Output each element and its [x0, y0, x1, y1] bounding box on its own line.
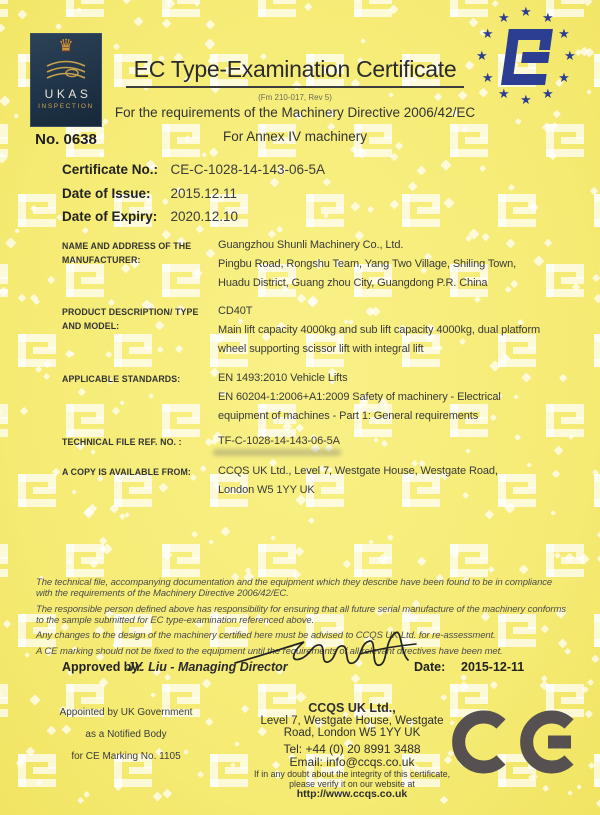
- certificate-no-label: Certificate No.:: [62, 162, 159, 177]
- certificate-details: [62, 161, 325, 232]
- watermark-dot: [440, 694, 448, 702]
- issuer-telephone: Tel: +44 (0) 20 8991 3488: [283, 742, 421, 756]
- watermark-dot: [479, 165, 486, 172]
- section-value: Pingbu Road, Rongshu Team, Yang Two Village, Shiling Town,: [218, 258, 517, 270]
- watermark-dot: [208, 147, 219, 158]
- section-value: Main lift capacity 4000kg and sub lift capacity 4000kg, dual platform: [218, 324, 541, 336]
- watermark-dot: [587, 89, 593, 95]
- date-of-expiry-label: Date of Expiry:: [62, 209, 158, 224]
- watermark-dot: [360, 38, 366, 44]
- watermark-dot: [576, 784, 582, 790]
- watermark-logo-glyph: [402, 194, 440, 227]
- watermark-dot: [29, 695, 40, 706]
- eu-star-icon: ★: [558, 26, 570, 41]
- legal-paragraph: The responsible person defined above has responsibility for ensuring that all future serial manufacture of the machinery conforms to the sample submitted for EC type-examination referenced above.: [36, 603, 566, 626]
- approval-row: [62, 660, 570, 682]
- watermark-dot: [119, 513, 126, 520]
- watermark-dot: [519, 564, 529, 574]
- watermark-logo-glyph: [162, 544, 200, 577]
- section-value: EN 1493:2010 Vehicle Lifts: [218, 372, 348, 384]
- watermark-dot: [550, 511, 556, 517]
- watermark-dot: [3, 620, 12, 629]
- legal-paragraph: The technical file, accompanying documentation and the equipment which they describe have been found to be in compliance with the requirements of the Machinery Directive 2006/42/EC.: [36, 577, 553, 599]
- watermark-dot: [304, 3, 313, 12]
- watermark-dot: [553, 110, 561, 118]
- watermark-dot: [133, 16, 143, 26]
- section-label: A COPY IS AVAILABLE FROM:: [62, 467, 191, 477]
- watermark-dot: [24, 652, 30, 658]
- watermark-logo-glyph: [0, 404, 8, 437]
- notified-body-note: [20, 707, 232, 773]
- watermark-dot: [596, 798, 600, 809]
- issuer-website-url: http://www.ccqs.co.uk: [296, 788, 408, 800]
- watermark-dot: [271, 536, 277, 542]
- watermark-dot: [590, 655, 599, 664]
- watermark-dot: [416, 166, 426, 176]
- watermark-logo-glyph: [594, 614, 600, 647]
- watermark-logo-glyph: [0, 0, 8, 17]
- watermark-dot: [5, 237, 16, 248]
- watermark-dot: [83, 791, 90, 798]
- watermark-logo-glyph: [594, 194, 600, 227]
- watermark-dot: [14, 228, 20, 234]
- legal-paragraph: Any changes to the design of the machinery certified here must be advised to CCQS UK Ltd. for re-assessment.: [36, 630, 496, 641]
- watermark-logo-glyph: [66, 0, 104, 17]
- watermark-dot: [220, 527, 230, 537]
- watermark-dot: [152, 791, 162, 801]
- watermark-dot: [13, 113, 19, 119]
- section-label: MANUFACTURER:: [62, 254, 141, 265]
- watermark-dot: [443, 197, 454, 208]
- ce-marking-icon: [450, 710, 590, 776]
- date-of-expiry-value: 2020.12.10: [170, 209, 239, 224]
- watermark-dot: [20, 407, 29, 416]
- section-value: TF-C-1028-14-143-06-5A: [218, 435, 340, 447]
- approved-by-label: Approved by:: [62, 660, 143, 674]
- annex-subtitle: For Annex IV machinery: [222, 129, 368, 144]
- section-value: equipment of machines - Part 1: General requirements: [218, 410, 479, 422]
- watermark-dot: [0, 23, 5, 32]
- watermark-dot: [150, 692, 156, 698]
- issuer-address-line: Road, London W5 1YY UK: [283, 727, 421, 739]
- section-label: TECHNICAL FILE REF. NO. :: [62, 437, 182, 447]
- section-value: Guangzhou Shunli Machinery Co., Ltd.: [218, 239, 404, 251]
- section-label: AND MODEL:: [62, 320, 120, 331]
- section-label: PRODUCT DESCRIPTION/ TYPE: [62, 307, 199, 317]
- watermark-dot: [55, 23, 62, 30]
- issuer-email: Email: info@ccqs.co.uk: [289, 755, 415, 769]
- watermark-dot: [163, 789, 172, 798]
- watermark-dot: [591, 274, 600, 283]
- form-reference: (Fm 210-017, Rev 5): [258, 93, 332, 102]
- watermark-logo-glyph: [258, 0, 296, 17]
- watermark-dot: [113, 43, 120, 50]
- verification-note-line: please verify it on our website at: [289, 779, 415, 789]
- watermark-dot: [387, 534, 394, 541]
- eu-star-icon: ★: [520, 4, 532, 19]
- watermark-dot: [351, 201, 360, 210]
- notified-body-number: No. 0638: [35, 131, 97, 148]
- legal-paragraph: A CE marking should not be fixed to the equipment until the requirements of all relevant directives have been met.: [36, 645, 503, 657]
- watermark-dot: [208, 540, 214, 546]
- approval-date-value: 2015-12-11: [461, 660, 525, 674]
- watermark-dot: [508, 184, 515, 191]
- watermark-dot: [204, 38, 215, 49]
- detail-row: [62, 208, 325, 232]
- section-label: APPLICABLE STANDARDS:: [62, 374, 181, 384]
- eu-star-icon: ★: [481, 70, 494, 85]
- watermark-logo-glyph: [354, 0, 392, 17]
- watermark-logo-glyph: [594, 754, 600, 787]
- eu-star-icon: ★: [558, 70, 570, 85]
- watermark-dot: [308, 517, 315, 524]
- watermark-logo-glyph: [18, 194, 56, 227]
- watermark-dot: [18, 9, 28, 19]
- issuer-address-line: Level 7, Westgate House, Westgate: [260, 715, 444, 727]
- watermark-dot: [122, 0, 132, 5]
- eu-star-icon: ★: [564, 48, 576, 63]
- notified-body-line: for CE Marking No. 1105: [71, 751, 181, 762]
- watermark-dot: [542, 785, 550, 793]
- watermark-dot: [0, 95, 10, 106]
- watermark-dot: [343, 560, 351, 568]
- eu-star-icon: ★: [542, 9, 554, 25]
- watermark-dot: [366, 206, 373, 213]
- watermark-dot: [390, 153, 399, 162]
- directive-subtitle: For the requirements of the Machinery Directive 2006/42/EC: [114, 105, 476, 120]
- watermark-logo-glyph: [0, 544, 8, 577]
- watermark-dot: [43, 373, 51, 381]
- crown-icon: ♛: [58, 36, 74, 55]
- watermark-logo-glyph: [594, 474, 600, 507]
- watermark-logo-glyph: [594, 334, 600, 367]
- watermark-dot: [389, 199, 398, 208]
- ukas-wordmark: UKAS: [44, 87, 92, 101]
- watermark-dot: [47, 275, 56, 284]
- watermark-dot: [597, 531, 600, 540]
- watermark-dot: [295, 691, 306, 702]
- watermark-logo-glyph: [0, 684, 8, 717]
- watermark-dot: [191, 531, 198, 538]
- section-copy-available: [62, 462, 570, 500]
- eu-star-icon: ★: [520, 92, 532, 107]
- watermark-logo-glyph: [546, 544, 584, 577]
- issuer-company-name: CCQS UK Ltd.,: [308, 701, 396, 715]
- section-product: [62, 302, 570, 359]
- section-value: Huadu District, Guang zhou City, Guangdong P.R. China: [218, 277, 488, 289]
- detail-row: [62, 161, 325, 185]
- section-value: London W5 1YY UK: [218, 484, 315, 496]
- watermark-dot: [417, 556, 427, 566]
- watermark-dot: [594, 293, 600, 302]
- ukas-inspection-label: INSPECTION: [38, 103, 94, 110]
- eu-star-icon: ★: [498, 9, 510, 25]
- watermark-logo-glyph: [594, 54, 600, 87]
- watermark-dot: [568, 790, 574, 796]
- watermark-dot: [201, 152, 207, 158]
- issuer-contact-block: [232, 702, 472, 800]
- watermark-logo-glyph: [18, 474, 56, 507]
- watermark-dot: [162, 18, 172, 28]
- notified-body-line: as a Notified Body: [85, 729, 167, 740]
- watermark-logo-glyph: [258, 544, 296, 577]
- section-value: EN 60204-1:2006+A1:2009 Safety of machinery - Electrical: [218, 391, 501, 403]
- detail-row: [62, 185, 325, 209]
- watermark-dot: [485, 509, 494, 518]
- section-value: wheel supporting scissor lift with integral lift: [218, 343, 424, 355]
- eu-star-icon: ★: [498, 86, 510, 102]
- watermark-dot: [205, 20, 214, 29]
- date-label: Date:: [414, 660, 446, 674]
- watermark-dot: [441, 159, 452, 170]
- section-label: NAME AND ADDRESS OF THE: [62, 241, 192, 251]
- watermark-logo-glyph: [498, 194, 536, 227]
- certificate-no-value: CE-C-1028-14-143-06-5A: [170, 162, 326, 177]
- watermark-dot: [408, 182, 419, 193]
- watermark-dot: [587, 679, 594, 686]
- watermark-dot: [18, 294, 26, 302]
- watermark-dot: [125, 512, 131, 518]
- verification-note-line: If in any doubt about the integrity of this certificate,: [253, 769, 451, 779]
- notified-body-line: Appointed by UK Government: [59, 707, 193, 718]
- section-standards: [62, 369, 570, 426]
- section-value: CCQS UK Ltd., Level 7, Westgate House, Westgate Road,: [218, 465, 498, 477]
- eu-star-icon: ★: [481, 26, 494, 41]
- watermark-dot: [77, 797, 85, 805]
- section-value: CD40T: [218, 305, 253, 317]
- scan-smudge: [213, 449, 341, 456]
- section-manufacturer: [62, 236, 570, 293]
- watermark-dot: [488, 566, 495, 573]
- eu-star-icon: ★: [542, 86, 554, 102]
- date-of-issue-value: 2015.12.11: [170, 185, 238, 201]
- date-of-issue-label: Date of Issue:: [62, 185, 151, 201]
- page-title: EC Type-Examination Certificate: [126, 56, 465, 88]
- approver-name: JY. Liu - Managing Director: [127, 660, 288, 674]
- eu-star-icon: ★: [476, 48, 488, 63]
